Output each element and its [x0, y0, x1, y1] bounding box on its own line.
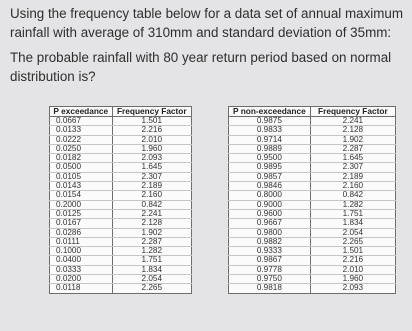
exceedance-frequency-table — [49, 106, 192, 294]
probability-cell: 0.9833 — [229, 126, 311, 135]
probability-cell: 0.1000 — [50, 247, 113, 256]
table-row — [50, 228, 192, 237]
probability-cell: 0.0133 — [50, 126, 113, 135]
frequency-factor-cell: 2.307 — [310, 163, 395, 172]
frequency-factor-cell: 2.160 — [112, 191, 191, 200]
probability-cell: 0.0200 — [50, 275, 113, 284]
frequency-factor-cell: 2.010 — [310, 265, 395, 274]
frequency-factor-cell: 1.645 — [310, 154, 395, 163]
frequency-factor-cell: 2.054 — [310, 228, 395, 237]
frequency-factor-cell: 2.160 — [310, 182, 395, 191]
probability-cell: 0.9895 — [229, 163, 311, 172]
table-row — [229, 154, 396, 163]
frequency-factor-cell: 1.960 — [112, 144, 191, 153]
table-row — [229, 265, 396, 274]
table-row — [50, 256, 192, 265]
frequency-factor-cell: 0.842 — [310, 191, 395, 200]
frequency-factor-cell: 2.010 — [112, 135, 191, 144]
frequency-factor-cell: 2.054 — [112, 275, 191, 284]
question-prompt: The probable rainfall with 80 year return period based on normal distribution is? — [10, 50, 392, 84]
table-row — [50, 191, 192, 200]
question-intro: Using the frequency table below for a data set of annual maximum rainfall with average of 310mm and standard deviation of 35mm: — [10, 6, 404, 40]
table-row — [229, 247, 396, 256]
frequency-factor-cell: 1.501 — [310, 247, 395, 256]
table-row — [50, 126, 192, 135]
frequency-factor-cell: 2.241 — [112, 209, 191, 218]
table-row — [50, 135, 192, 144]
probability-cell: 0.0105 — [50, 172, 113, 181]
probability-cell: 0.0667 — [50, 117, 113, 126]
probability-cell: 0.0250 — [50, 144, 113, 153]
question-text — [10, 4, 406, 86]
probability-cell: 0.0222 — [50, 135, 113, 144]
non-exceedance-frequency-table — [228, 106, 396, 294]
table-row — [229, 228, 396, 237]
column-header-p-non-exceedance: P non-exceedance — [229, 107, 311, 117]
frequency-factor-cell: 2.189 — [112, 182, 191, 191]
frequency-factor-cell: 2.265 — [112, 284, 191, 293]
frequency-factor-cell: 1.834 — [310, 219, 395, 228]
frequency-factor-cell: 2.189 — [310, 172, 395, 181]
table-row — [229, 126, 396, 135]
probability-cell: 0.9750 — [229, 275, 311, 284]
probability-cell: 0.9778 — [229, 265, 311, 274]
frequency-factor-cell: 1.960 — [310, 275, 395, 284]
table-row — [229, 135, 396, 144]
frequency-factor-cell: 2.287 — [310, 144, 395, 153]
frequency-factor-cell: 1.282 — [310, 200, 395, 209]
table-row — [229, 191, 396, 200]
probability-cell: 0.0286 — [50, 228, 113, 237]
frequency-factor-cell: 2.241 — [310, 117, 395, 126]
probability-cell: 0.9333 — [229, 247, 311, 256]
frequency-factor-cell: 1.282 — [112, 247, 191, 256]
probability-cell: 0.9875 — [229, 117, 311, 126]
table-row — [50, 284, 192, 293]
frequency-factor-cell: 2.287 — [112, 237, 191, 246]
probability-cell: 0.0125 — [50, 209, 113, 218]
probability-cell: 0.0182 — [50, 154, 113, 163]
probability-cell: 0.0167 — [50, 219, 113, 228]
table-row — [229, 256, 396, 265]
frequency-factor-cell: 2.128 — [310, 126, 395, 135]
frequency-factor-cell: 1.751 — [310, 209, 395, 218]
frequency-factor-cell: 1.501 — [112, 117, 191, 126]
table-row — [229, 209, 396, 218]
probability-cell: 0.9667 — [229, 219, 311, 228]
frequency-factor-cell: 2.216 — [112, 126, 191, 135]
probability-cell: 0.0400 — [50, 256, 113, 265]
probability-cell: 0.8000 — [229, 191, 311, 200]
table-row — [50, 163, 192, 172]
frequency-factor-cell: 2.093 — [112, 154, 191, 163]
table-row — [229, 144, 396, 153]
frequency-factor-cell: 1.834 — [112, 265, 191, 274]
frequency-factor-cell: 2.265 — [310, 237, 395, 246]
frequency-factor-cell: 2.216 — [310, 256, 395, 265]
probability-cell: 0.9600 — [229, 209, 311, 218]
probability-cell: 0.0500 — [50, 163, 113, 172]
table-row — [229, 163, 396, 172]
probability-cell: 0.2000 — [50, 200, 113, 209]
probability-cell: 0.0143 — [50, 182, 113, 191]
probability-cell: 0.9800 — [229, 228, 311, 237]
column-header-frequency-factor: Frequency Factor — [310, 107, 395, 117]
probability-cell: 0.9818 — [229, 284, 311, 293]
frequency-factor-cell: 2.093 — [310, 284, 395, 293]
probability-cell: 0.9846 — [229, 182, 311, 191]
frequency-factor-cell: 2.128 — [112, 219, 191, 228]
column-header-p-exceedance: P exceedance — [50, 107, 113, 117]
table-row — [229, 219, 396, 228]
table-row — [229, 275, 396, 284]
probability-cell: 0.9857 — [229, 172, 311, 181]
probability-cell: 0.9889 — [229, 144, 311, 153]
frequency-factor-cell: 1.902 — [310, 135, 395, 144]
probability-cell: 0.9714 — [229, 135, 311, 144]
table-row — [229, 284, 396, 293]
table-row — [229, 117, 396, 126]
frequency-factor-cell: 2.307 — [112, 172, 191, 181]
probability-cell: 0.0154 — [50, 191, 113, 200]
table-row — [229, 172, 396, 181]
probability-cell: 0.0111 — [50, 237, 113, 246]
table-row — [229, 237, 396, 246]
probability-cell: 0.9882 — [229, 237, 311, 246]
table-row — [229, 200, 396, 209]
probability-cell: 0.0333 — [50, 265, 113, 274]
probability-cell: 0.9500 — [229, 154, 311, 163]
frequency-factor-cell: 1.645 — [112, 163, 191, 172]
frequency-factor-cell: 1.751 — [112, 256, 191, 265]
probability-cell: 0.9867 — [229, 256, 311, 265]
probability-cell: 0.9000 — [229, 200, 311, 209]
column-header-frequency-factor: Frequency Factor — [112, 107, 191, 117]
frequency-factor-cell: 1.902 — [112, 228, 191, 237]
probability-cell: 0.0118 — [50, 284, 113, 293]
table-row — [50, 219, 192, 228]
table-row — [229, 182, 396, 191]
frequency-factor-cell: 0.842 — [112, 200, 191, 209]
